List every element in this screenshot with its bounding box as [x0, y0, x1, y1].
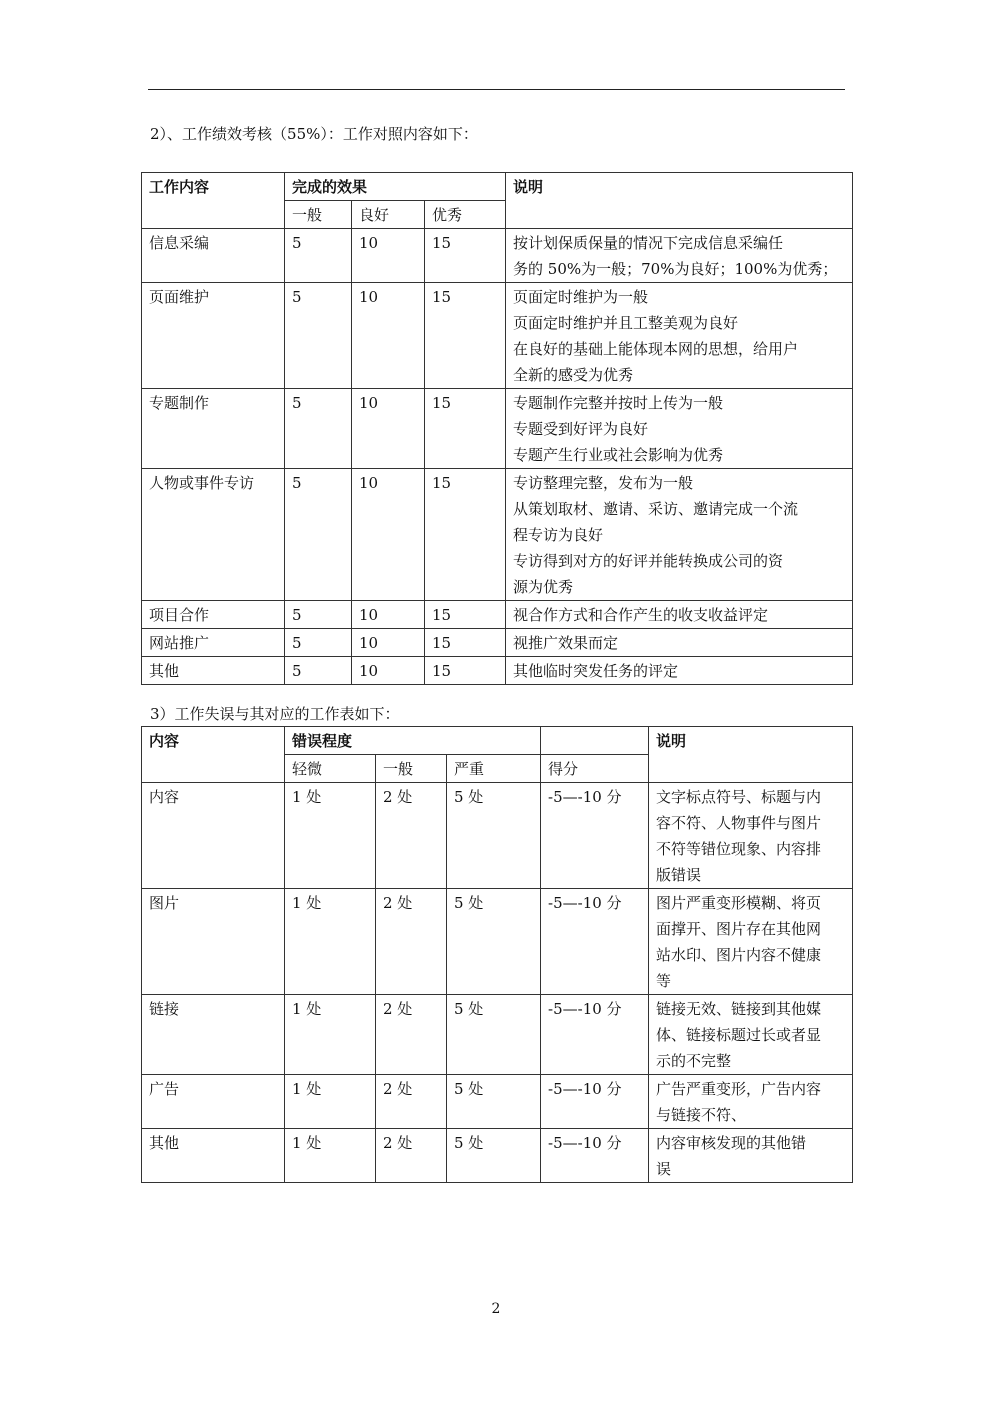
score-excellent: 15: [425, 469, 506, 601]
count-slight: 1 处: [285, 889, 376, 995]
mistake-item-name: 链接: [142, 995, 285, 1075]
count-serious: 5 处: [447, 1075, 541, 1129]
mistake-item-name: 内容: [142, 783, 285, 889]
work-item-name: 页面维护: [142, 283, 285, 389]
count-general: 2 处: [376, 1075, 447, 1129]
note-line: 版错误: [656, 866, 702, 884]
table-header-row: [142, 173, 853, 201]
work-item-name: 人物或事件专访: [142, 469, 285, 601]
mistake-item-name: 其他: [142, 1129, 285, 1183]
count-general: 2 处: [376, 889, 447, 995]
mistake-item-name: 广告: [142, 1075, 285, 1129]
note-line: 专题产生行业或社会影响为优秀: [513, 446, 724, 464]
work-item-note: [506, 469, 853, 601]
score-good: 10: [352, 629, 425, 657]
count-general: 2 处: [376, 995, 447, 1075]
header-content: 内容: [142, 727, 285, 783]
work-item-name: 项目合作: [142, 601, 285, 629]
work-item-note: [506, 657, 853, 685]
score-good: 10: [352, 389, 425, 469]
note-line: 专题制作完整并按时上传为一般: [513, 394, 724, 412]
note-line: 源为优秀: [513, 578, 574, 596]
work-item-name: 网站推广: [142, 629, 285, 657]
header-content: 工作内容: [142, 173, 285, 229]
score-general: 5: [285, 601, 352, 629]
header-level-general: 一般: [285, 201, 352, 229]
score-good: 10: [352, 229, 425, 283]
header-degree: 错误程度: [285, 727, 541, 755]
note-line: 专访整理完整，发布为一般: [513, 474, 694, 492]
table-row: [142, 283, 853, 389]
count-general: 2 处: [376, 783, 447, 889]
table-header-row: [142, 727, 853, 755]
table-row: [142, 229, 853, 283]
score-good: 10: [352, 657, 425, 685]
table-row: [142, 629, 853, 657]
score-general: 5: [285, 629, 352, 657]
table-row: [142, 1075, 853, 1129]
work-item-name: 信息采编: [142, 229, 285, 283]
header-note: 说明: [506, 173, 853, 229]
note-line: 全新的感受为优秀: [513, 366, 634, 384]
score-good: 10: [352, 601, 425, 629]
count-slight: 1 处: [285, 1129, 376, 1183]
score-general: 5: [285, 657, 352, 685]
header-rule: [148, 89, 845, 90]
header-level-good: 良好: [352, 201, 425, 229]
page-number: 2: [491, 1301, 501, 1317]
note-line: 页面定时维护为一般: [513, 288, 649, 306]
score-general: 5: [285, 389, 352, 469]
note-line: 不符等错位现象、内容排: [656, 840, 822, 858]
performance-table: [141, 172, 853, 685]
score-excellent: 15: [425, 229, 506, 283]
mistake-note: [649, 995, 853, 1075]
note-line: 广告严重变形，广告内容: [656, 1080, 822, 1098]
header-effect: 完成的效果: [285, 173, 506, 201]
table-row: [142, 469, 853, 601]
score-excellent: 15: [425, 657, 506, 685]
count-serious: 5 处: [447, 889, 541, 995]
work-item-note: [506, 283, 853, 389]
mistake-score: -5—-10 分: [541, 1129, 649, 1183]
note-line: 从策划取材、邀请、采访、邀请完成一个流: [513, 500, 799, 518]
table-row: [142, 389, 853, 469]
header-empty-cell: [541, 727, 649, 755]
score-general: 5: [285, 469, 352, 601]
section-2-title: 2）、工作绩效考核（55%）：工作对照内容如下：: [150, 125, 478, 143]
note-line: 在良好的基础上能体现本网的思想，给用户: [513, 340, 799, 358]
score-excellent: 15: [425, 629, 506, 657]
work-item-note: [506, 229, 853, 283]
note-line: 站水印、图片内容不健康: [656, 946, 822, 964]
note-line: 图片严重变形模糊、将页: [656, 894, 822, 912]
work-item-name: 其他: [142, 657, 285, 685]
section-3-title: 3）工作失误与其对应的工作表如下：: [150, 705, 400, 723]
mistake-note: [649, 783, 853, 889]
note-line: 专题受到好评为良好: [513, 420, 649, 438]
note-line: 体、链接标题过长或者显: [656, 1026, 822, 1044]
table-row: [142, 601, 853, 629]
note-line: 等: [656, 972, 672, 990]
count-general: 2 处: [376, 1129, 447, 1183]
table-row: [142, 783, 853, 889]
mistake-score: -5—-10 分: [541, 995, 649, 1075]
note-line: 链接无效、链接到其他媒: [656, 1000, 822, 1018]
note-line: 专访得到对方的好评并能转换成公司的资: [513, 552, 784, 570]
note-line: 与链接不符、: [656, 1106, 747, 1124]
header-note: 说明: [649, 727, 853, 783]
header-level-excellent: 优秀: [425, 201, 506, 229]
header-level-general: 一般: [376, 755, 447, 783]
work-item-note: [506, 389, 853, 469]
header-score: 得分: [541, 755, 649, 783]
score-good: 10: [352, 469, 425, 601]
score-good: 10: [352, 283, 425, 389]
note-line: 程专访为良好: [513, 526, 604, 544]
note-line: 视合作方式和合作产生的收支收益评定: [513, 606, 769, 624]
score-general: 5: [285, 283, 352, 389]
note-line: 文字标点符号、标题与内: [656, 788, 822, 806]
work-item-note: [506, 629, 853, 657]
note-line: 务的 50%为一般；70%为良好；100%为优秀；: [513, 260, 838, 278]
table-row: [142, 1129, 853, 1183]
mistake-score: -5—-10 分: [541, 1075, 649, 1129]
note-line: 误: [656, 1160, 672, 1178]
count-slight: 1 处: [285, 1075, 376, 1129]
count-slight: 1 处: [285, 995, 376, 1075]
count-serious: 5 处: [447, 783, 541, 889]
mistake-note: [649, 1075, 853, 1129]
header-level-slight: 轻微: [285, 755, 376, 783]
mistakes-table: [141, 726, 853, 1183]
table-row: [142, 657, 853, 685]
score-excellent: 15: [425, 283, 506, 389]
header-level-serious: 严重: [447, 755, 541, 783]
note-line: 面撑开、图片存在其他网: [656, 920, 822, 938]
note-line: 其他临时突发任务的评定: [513, 662, 679, 680]
work-item-note: [506, 601, 853, 629]
note-line: 内容审核发现的其他错: [656, 1134, 807, 1152]
mistake-note: [649, 889, 853, 995]
note-line: 示的不完整: [656, 1052, 732, 1070]
note-line: 容不符、人物事件与图片: [656, 814, 822, 832]
table-row: [142, 889, 853, 995]
note-line: 视推广效果而定: [513, 634, 619, 652]
count-slight: 1 处: [285, 783, 376, 889]
mistake-score: -5—-10 分: [541, 783, 649, 889]
note-line: 页面定时维护并且工整美观为良好: [513, 314, 739, 332]
table-row: [142, 995, 853, 1075]
work-item-name: 专题制作: [142, 389, 285, 469]
mistake-score: -5—-10 分: [541, 889, 649, 995]
note-line: 按计划保质保量的情况下完成信息采编任: [513, 234, 784, 252]
score-excellent: 15: [425, 601, 506, 629]
mistake-note: [649, 1129, 853, 1183]
score-general: 5: [285, 229, 352, 283]
score-excellent: 15: [425, 389, 506, 469]
count-serious: 5 处: [447, 1129, 541, 1183]
count-serious: 5 处: [447, 995, 541, 1075]
mistake-item-name: 图片: [142, 889, 285, 995]
